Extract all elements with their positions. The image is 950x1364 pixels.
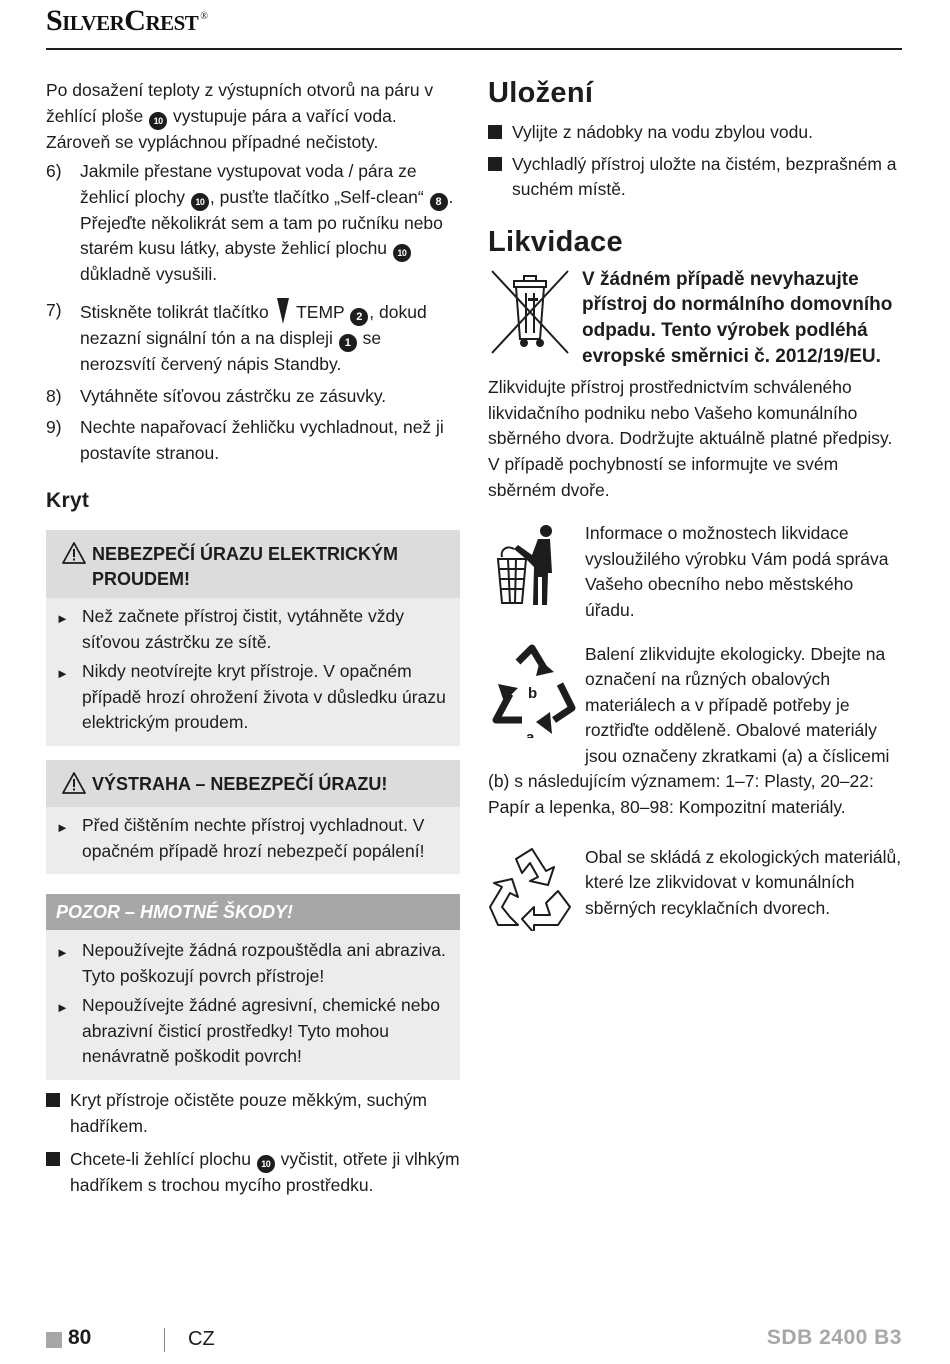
step-item: [46, 384, 460, 410]
packaging-continuation: (b) s následujícím významem: 1–7: Plasty, 20–22: Papír a lepenka, 80–98: Kompozitní materiály.: [488, 771, 874, 818]
ref-badge: 2: [350, 308, 368, 326]
litter-bin-person-icon: [488, 521, 585, 623]
municipal-info-block: [488, 521, 904, 623]
warning-item-text: Před čištěním nechte přístroj vychladnout. V opačném případě hrozí nebezpečí popálení!: [82, 814, 425, 861]
storage-heading: Uložení: [488, 77, 594, 109]
electric-shock-warning: [46, 530, 460, 746]
warning-title: NEBEZPEČÍ ÚRAZU ELEKTRICKÝM PROUDEM!: [92, 543, 399, 589]
step-number: 8): [46, 385, 62, 406]
caution-body: [46, 930, 460, 1080]
brand-logo: [46, 4, 207, 38]
caution-item-text: Nepoužívejte žádné agresivní, chemické nebo abrazivní čisticí prostředky! Tyto mohou nenávratně poškodit povrch!: [82, 995, 440, 1067]
ref-badge: 8: [430, 193, 448, 211]
square-bullet-icon: [46, 1093, 60, 1107]
warning-body: [46, 598, 460, 746]
warning-item: [56, 659, 448, 736]
step-item: [46, 159, 460, 288]
step-text-part: Stiskněte tolikrát tlačítko: [80, 301, 274, 322]
disposal-paragraph: Zlikvidujte přístroj prostřednictvím schváleného likvidačního podniku nebo Vašeho komunálního sběrného dvora. Dodržujte aktuálně platné předpisy. V případě pochybností se informujte ve svém sběrném dvoře.: [488, 377, 893, 500]
eco-materials-block: [488, 845, 904, 939]
page-number: 80: [68, 1326, 92, 1349]
step-number: 6): [46, 161, 62, 182]
warning-triangle-icon: [62, 542, 88, 592]
square-bullet-icon: [46, 1152, 60, 1166]
list-item: [46, 1147, 460, 1199]
list-item: [488, 152, 904, 203]
model-number: SDB 2400 B3: [766, 1326, 902, 1349]
brand-logo-text: SilverCrest: [46, 4, 199, 37]
step-text-part: . Přejeďte několikrát sem a tam po ručníku nebo starém kusu látky, abyste žehlicí plochu: [80, 186, 454, 259]
intro-text-a: Po dosažení teploty z výstupních otvorů na páru v žehlící ploše: [46, 80, 434, 126]
disposal-heading: Likvidace: [488, 225, 623, 258]
right-column: [488, 76, 904, 938]
warning-header: [46, 760, 460, 807]
warning-title: VÝSTRAHA – NEBEZPEČÍ ÚRAZU!: [92, 773, 388, 794]
municipal-info-text: Informace o možnostech likvidace vysloužilého výrobku Vám podá správa Vašeho obecního nebo městského úřadu.: [585, 523, 889, 620]
step-text: Nechte napařovací žehličku vychladnout, než ji postavíte stranou.: [80, 417, 444, 463]
warning-item: [56, 813, 448, 864]
registered-mark: ®: [200, 11, 208, 22]
arrow-bullet-icon: ►: [56, 1000, 69, 1016]
recycle-arrows-icon: [488, 845, 585, 939]
square-bullet-icon: [488, 157, 502, 171]
step-text: [80, 159, 460, 288]
list-item-text: Vylijte z nádobky na vodu zbylou vodu.: [512, 122, 813, 142]
list-item-text: Vychladlý přístroj uložte na čistém, bezprašném a suchém místě.: [512, 153, 897, 200]
step-text-part: Jakmile přestane vystupovat voda / pára ze žehlicí plochy: [80, 161, 417, 207]
warning-body: [46, 807, 460, 874]
step-text-part: TEMP: [291, 301, 350, 322]
step-text-part: se nerozsvítí červený nápis Standby.: [80, 327, 382, 374]
page-footer: [46, 1326, 902, 1356]
caution-title: POZOR – HMOTNÉ ŠKODY!: [46, 894, 460, 930]
intro-paragraph: [46, 78, 460, 155]
caution-item: [56, 993, 448, 1070]
list-item: [46, 1088, 460, 1139]
arrow-bullet-icon: ►: [56, 945, 69, 961]
warning-header: [46, 530, 460, 598]
arrow-bullet-icon: ►: [56, 666, 69, 682]
crossed-bin-icon: [488, 267, 582, 369]
step-item: [46, 415, 460, 466]
list-item-text: [70, 1147, 460, 1199]
footer-divider: [164, 1328, 165, 1352]
step-text-part: , pusťte tlačítko „Self-clean“: [209, 186, 429, 207]
footer-square-icon: [46, 1332, 62, 1348]
steps-list: [46, 159, 460, 466]
list-item: [488, 120, 904, 146]
injury-warning: [46, 760, 460, 874]
warning-item-text: Než začnete přístroj čistit, vytáhněte vždy síťovou zástrčku ze sítě.: [82, 605, 404, 652]
square-bullet-icon: [488, 125, 502, 139]
list-text-part: Chcete-li žehlící plochu: [70, 1149, 256, 1170]
storage-list: [488, 120, 904, 203]
list-item-text: Kryt přístroje očistěte pouze měkkým, suchým hadříkem.: [70, 1090, 427, 1136]
arrow-bullet-icon: ►: [56, 610, 69, 626]
temperature-icon: [277, 298, 289, 324]
step-item: [46, 298, 460, 378]
ref-badge: 1: [339, 334, 357, 352]
arrow-bullet-icon: ►: [56, 819, 69, 835]
step-text: [80, 298, 460, 378]
intro-text-b: vystupuje pára a vařící voda. Zároveň se vypláchnou případné nečistoty.: [46, 105, 397, 152]
packaging-block: [488, 642, 904, 770]
ref-badge: 10: [149, 112, 167, 130]
recycle-label-a: a: [526, 728, 535, 738]
warning-item-text: Nikdy neotvírejte kryt přístroje. V opačném případě hrozí ohrožení života v důsledku úrazu elektrickým proudem.: [82, 661, 446, 733]
warning-item: [56, 604, 448, 655]
weee-warning-text: V žádném případě nevyhazujte přístroj do normálního domovního odpadu. Tento výrobek podléhá evropské směrnici č. 2012/19/EU.: [582, 268, 893, 367]
recycle-label-b: b: [528, 684, 538, 702]
kryt-instructions: [46, 1088, 460, 1199]
header-rule: [46, 48, 902, 50]
list-text-part: vyčistit, otřete ji vlhkým hadříkem s trochou mycího prostředku.: [70, 1149, 460, 1196]
step-text-part: důkladně vysušili.: [80, 264, 218, 285]
warning-triangle-icon: [62, 772, 88, 801]
step-text-part: , dokud nezazní signální tón a na displeji: [80, 301, 427, 348]
eco-materials-text: Obal se skládá z ekologických materiálů, které lze zlikvidovat v komunálních sběrných recyklačních dvorech.: [585, 846, 902, 918]
ref-badge: 10: [191, 193, 209, 211]
packaging-text: Balení zlikvidujte ekologicky. Dbejte na označení na různých obalových materiálech a v případě potřeby je roztřiďte odděleně. Obalové materiály jsou označeny zkratkami (a) a číslicemi: [585, 643, 890, 766]
step-number: 9): [46, 417, 62, 438]
step-text: Vytáhněte síťovou zástrčku ze zásuvky.: [80, 385, 387, 406]
recycling-triangle-icon: [488, 642, 585, 770]
property-damage-caution: [46, 894, 460, 1080]
ref-badge: 10: [393, 244, 411, 262]
kryt-heading: Kryt: [46, 489, 90, 513]
weee-notice: [488, 267, 904, 369]
language-code: CZ: [188, 1328, 215, 1350]
ref-badge: 10: [257, 1155, 275, 1173]
left-column: [46, 78, 460, 1199]
caution-item-text: Nepoužívejte žádná rozpouštědla ani abraziva. Tyto poškozují povrch přístroje!: [82, 940, 446, 986]
step-number: 7): [46, 299, 62, 320]
caution-item: [56, 938, 448, 989]
